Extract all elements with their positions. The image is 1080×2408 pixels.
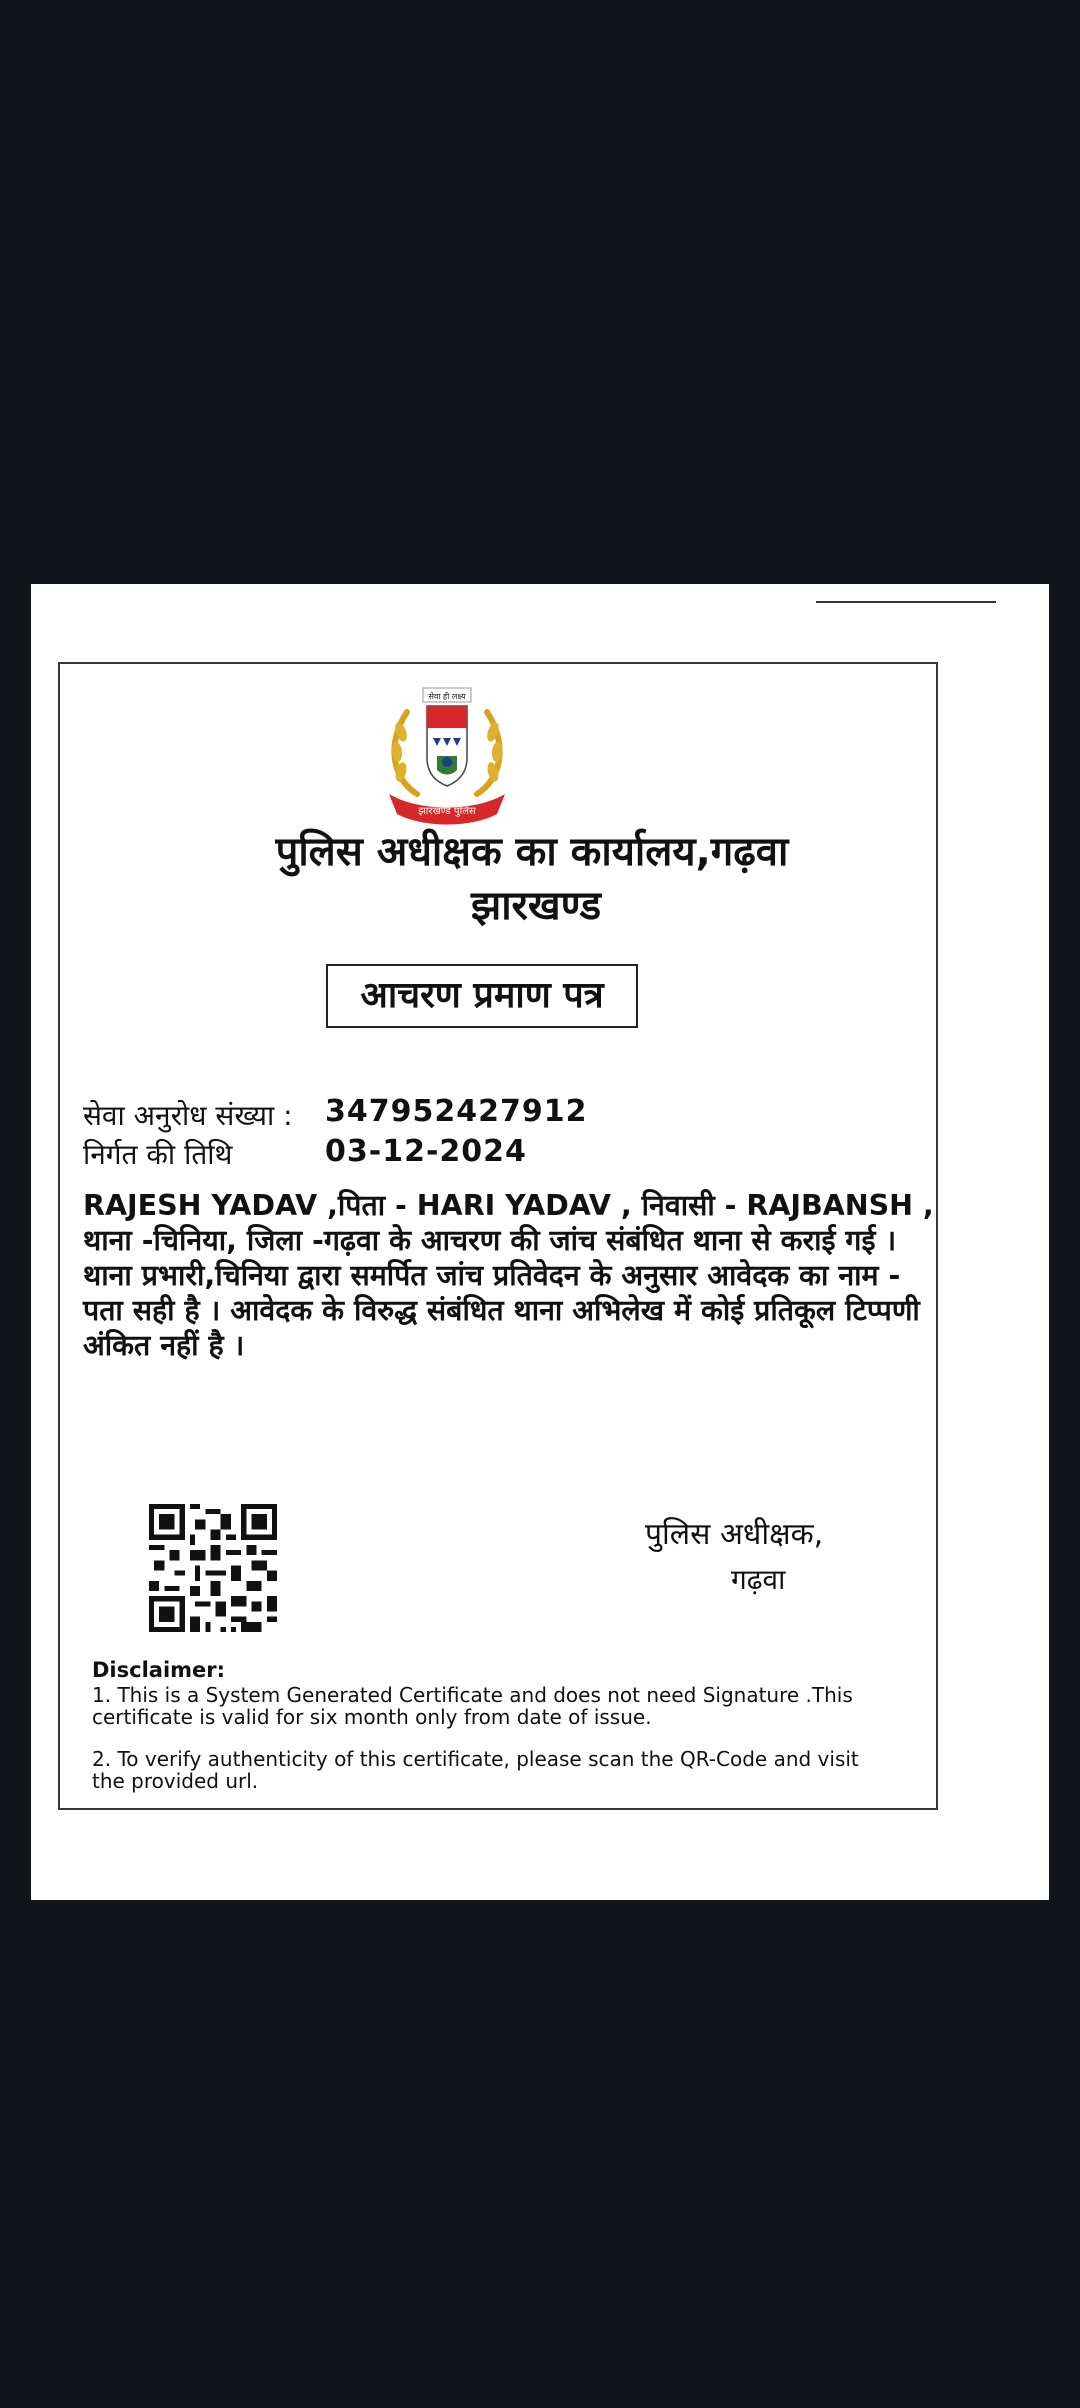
disclaimer-title: Disclaimer: <box>92 1658 226 1682</box>
state-title: झारखण्ड <box>470 883 602 929</box>
top-rule <box>816 601 996 603</box>
disclaimer-line-2: 2. To verify authenticity of this certificate, please scan the QR-Code and visit the provided url. <box>92 1747 859 1793</box>
qr-code-icon <box>149 1504 277 1632</box>
police-emblem-icon <box>379 682 515 832</box>
emblem-ribbon: झारखण्ड पुलिस <box>418 806 476 817</box>
disclaimer-line-1: 1. This is a System Generated Certificate and does not need Signature .This certificate is valid for six month only from date of issue. <box>92 1683 853 1729</box>
service-request-number: 347952427912 <box>325 1094 588 1129</box>
certificate-sheet <box>31 584 1049 1900</box>
emblem-motto: सेवा ही लक्ष्य <box>428 692 466 701</box>
issue-date-label: निर्गत की तिथि <box>83 1138 233 1171</box>
signatory-title: पुलिस अधीक्षक, <box>645 1517 824 1552</box>
issue-date: 03-12-2024 <box>325 1134 527 1169</box>
service-request-label: सेवा अनुरोध संख्या : <box>83 1099 293 1132</box>
office-title: पुलिस अधीक्षक का कार्यालय,गढ़वा <box>275 829 789 875</box>
signatory-place: गढ़वा <box>731 1563 786 1596</box>
certificate-title: आचरण प्रमाण पत्र <box>326 964 638 1028</box>
certificate-body: RAJESH YADAV ,पिता - HARI YADAV , निवासी - RAJBANSH , थाना -चिनिया, जिला -गढ़वा के आचरण की जांच संबंधित थाना से कराई गई । थाना प्रभारी,चिनिया द्वारा समर्पित जांच प्रतिवेदन के अनुसार आवेदक का नाम - पता सही है । आवेदक के विरुद्ध संबंधित थाना अभिलेख में कोई प्रतिकूल टिप्पणी अंकित नहीं है । <box>83 1189 934 1362</box>
